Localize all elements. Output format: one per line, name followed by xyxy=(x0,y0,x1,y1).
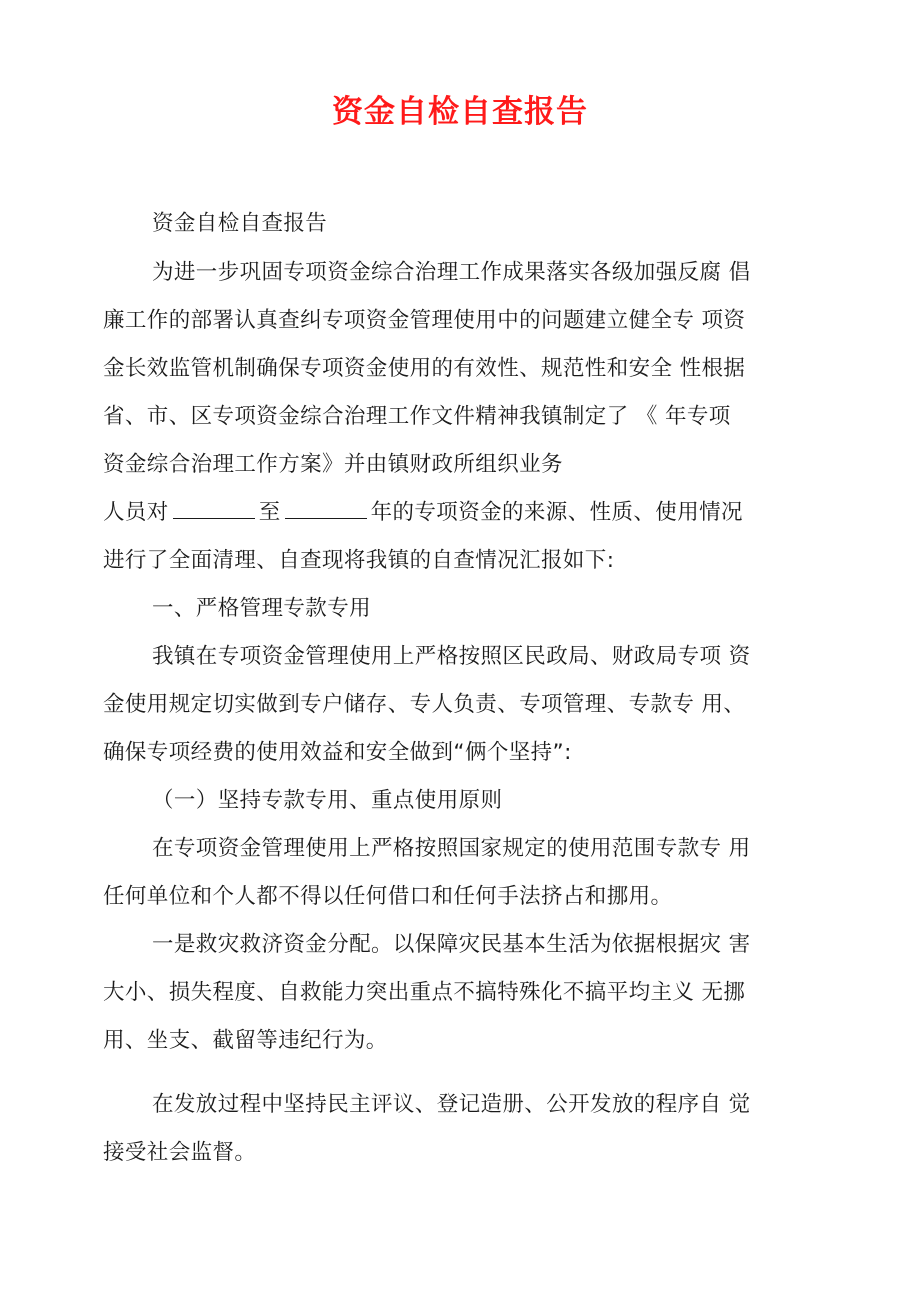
section-1-line-3: 确保专项经费的使用效益和安全做到“俩个坚持”: xyxy=(103,740,572,765)
year-start-blank xyxy=(173,498,255,519)
period-line xyxy=(103,498,823,528)
intro-line-5: 资金综合治理工作方案》并由镇财政所组织业务 xyxy=(103,452,563,477)
item-2-line-2: 接受社会监督。 xyxy=(103,1140,257,1165)
intro-line-4: 省、市、区专项资金综合治理工作文件精神我镇制定了 《 年专项 xyxy=(103,404,731,429)
intro-line-3: 金长效监管机制确保专项资金使用的有效性、规范性和安全 性根据 xyxy=(103,356,746,381)
section-1-line-1: 我镇在专项资金管理使用上严格按照区民政局、财政局专项 资 xyxy=(152,644,751,669)
subsection-1-line-1: 在专项资金管理使用上严格按照国家规定的使用范围专款专 用 xyxy=(152,836,751,861)
section-1-line-2: 金使用规定切实做到专户储存、专人负责、专项管理、专款专 用、 xyxy=(103,692,746,717)
section-1-heading: 一、严格管理专款专用 xyxy=(152,596,372,621)
item-1-line-2: 大小、损失程度、自救能力突出重点不搞特殊化不搞平均主义 无挪 xyxy=(103,980,746,1005)
period-suffix: 年的专项资金的来源、性质、使用情况 xyxy=(370,500,743,525)
item-1-line-1: 一是救灾救济资金分配。以保障灾民基本生活为依据根据灾 害 xyxy=(152,932,751,957)
subsection-1-heading: （一）坚持专款专用、重点使用原则 xyxy=(152,788,503,813)
period-middle: 至 xyxy=(258,500,281,525)
document-subtitle: 资金自检自查报告 xyxy=(152,211,328,236)
intro-line-2: 廉工作的部署认真查纠专项资金管理使用中的问题建立健全专 项资 xyxy=(103,308,746,333)
item-1-line-3: 用、坐支、截留等违纪行为。 xyxy=(103,1028,388,1053)
period-continuation: 进行了全面清理、自查现将我镇的自查情况汇报如下: xyxy=(103,548,615,573)
period-prefix: 人员对 xyxy=(103,500,169,525)
item-2-line-1: 在发放过程中坚持民主评议、登记造册、公开发放的程序自 觉 xyxy=(152,1092,751,1117)
subsection-1-line-2: 任何单位和个人都不得以任何借口和任何手法挤占和挪用。 xyxy=(103,884,673,909)
intro-line-1: 为进一步巩固专项资金综合治理工作成果落实各级加强反腐 倡 xyxy=(152,260,751,285)
year-end-blank xyxy=(285,498,367,519)
document-title: 资金自检自查报告 xyxy=(332,94,588,130)
